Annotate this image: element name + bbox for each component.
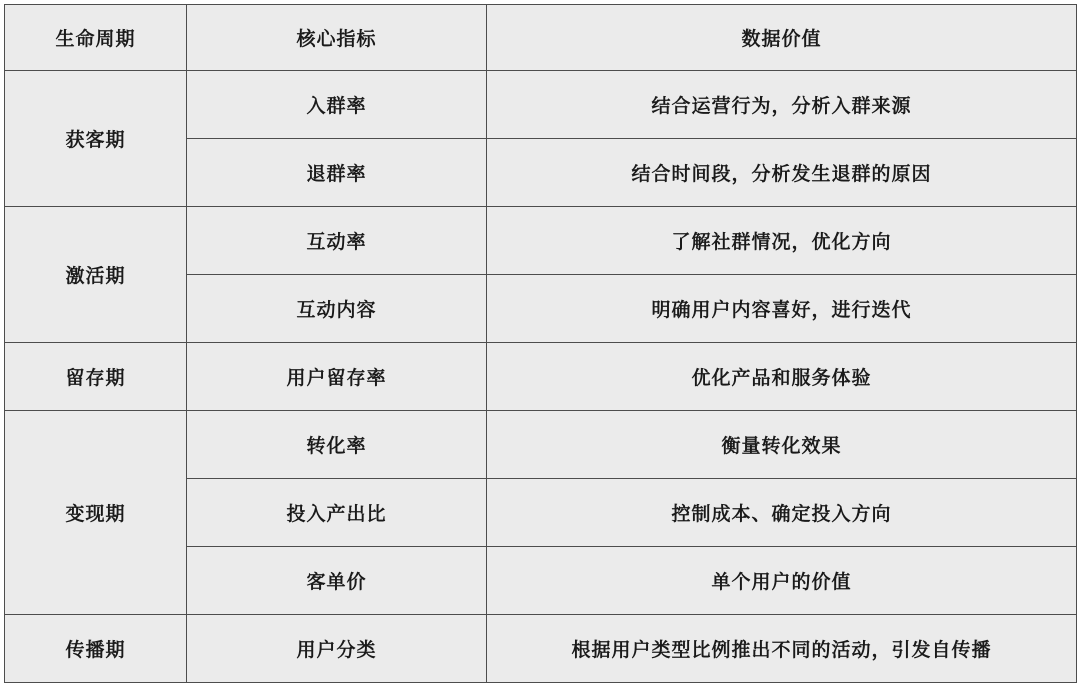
stage-cell-monetization: 变现期 <box>5 411 187 615</box>
value-cell: 衡量转化效果 <box>487 411 1077 479</box>
value-cell: 控制成本、确定投入方向 <box>487 479 1077 547</box>
metric-cell: 客单价 <box>187 547 487 615</box>
value-cell: 单个用户的价值 <box>487 547 1077 615</box>
table-row <box>5 71 1077 139</box>
metric-cell: 互动内容 <box>187 275 487 343</box>
stage-cell-activation: 激活期 <box>5 207 187 343</box>
table-row <box>5 411 1077 479</box>
column-header-core-metric: 核心指标 <box>187 5 487 71</box>
table-row <box>5 343 1077 411</box>
stage-cell-acquisition: 获客期 <box>5 71 187 207</box>
value-cell: 明确用户内容喜好，进行迭代 <box>487 275 1077 343</box>
value-cell: 结合时间段，分析发生退群的原因 <box>487 139 1077 207</box>
value-cell: 了解社群情况，优化方向 <box>487 207 1077 275</box>
stage-cell-propagation: 传播期 <box>5 615 187 683</box>
metric-cell: 互动率 <box>187 207 487 275</box>
value-cell: 根据用户类型比例推出不同的活动，引发自传播 <box>487 615 1077 683</box>
value-cell: 结合运营行为，分析入群来源 <box>487 71 1077 139</box>
column-header-lifecycle: 生命周期 <box>5 5 187 71</box>
table-header-row <box>5 5 1077 71</box>
metric-cell: 退群率 <box>187 139 487 207</box>
value-cell: 优化产品和服务体验 <box>487 343 1077 411</box>
metric-cell: 用户分类 <box>187 615 487 683</box>
lifecycle-metrics-table <box>4 4 1077 683</box>
table-row <box>5 615 1077 683</box>
table-row <box>5 207 1077 275</box>
stage-cell-retention: 留存期 <box>5 343 187 411</box>
metric-cell: 入群率 <box>187 71 487 139</box>
metric-cell: 投入产出比 <box>187 479 487 547</box>
metric-cell: 转化率 <box>187 411 487 479</box>
metric-cell: 用户留存率 <box>187 343 487 411</box>
column-header-data-value: 数据价值 <box>487 5 1077 71</box>
